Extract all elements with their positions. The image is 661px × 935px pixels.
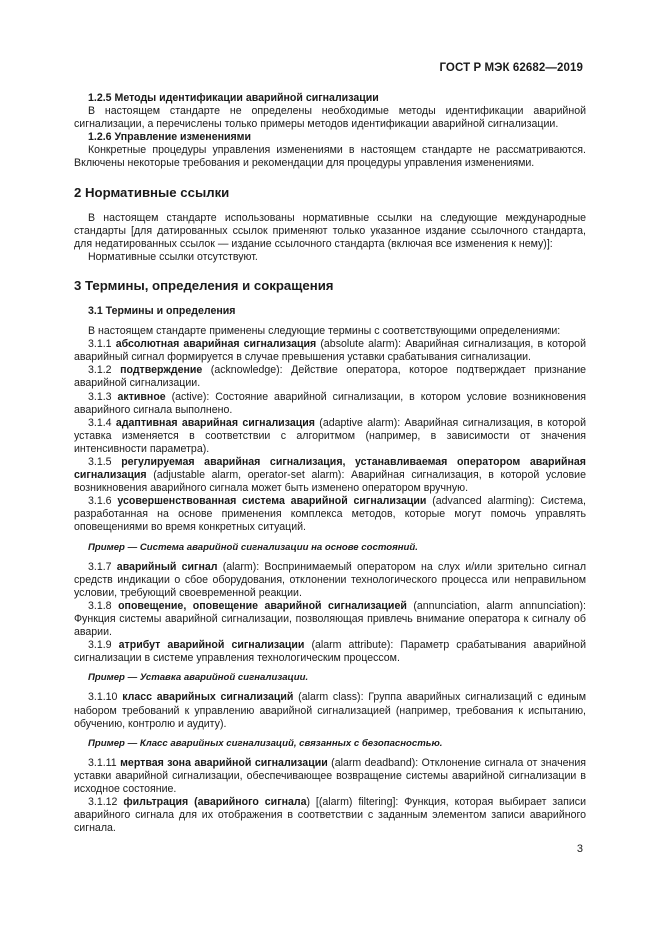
term-definition: (acknowledge): Действие оператора, которое подтверждает признание аварийной сигнализации. — [74, 364, 587, 390]
term-3-1-12 — [74, 796, 586, 835]
page-number: 3 — [576, 843, 583, 855]
term-name: активное — [117, 390, 166, 403]
section-2-no-refs: Нормативные ссылки отсутствуют. — [88, 250, 258, 263]
term-number: 3.1.2 — [88, 364, 121, 377]
term-definition: (adjustable alarm, operator-set alarm): Аварийная сигнализация, в которой условие возникновения аварийного сигнала может быть изменено оператором вручную. — [74, 469, 586, 495]
term-definition: (annunciation, alarm annunciation): Функция системы аварийной сигнализации, позволяющая привлечь внимание оператора к сигналу об аварии. — [74, 599, 586, 639]
section-3-1-heading: 3.1 Термины и определения — [88, 304, 236, 317]
term-name: адаптивная аварийная сигнализация — [115, 416, 315, 429]
section-1-2-6-text: Конкретные процедуры управления изменениями в настоящем стандарте не рассматриваются. Включены некоторые требования и рекомендации для процедуры управления изменениями. — [74, 144, 586, 170]
term-number: 3.1.6 — [88, 495, 118, 508]
term-name: абсолютная аварийная сигнализация — [115, 338, 317, 351]
term-name: атрибут аварийной сигнализации — [118, 639, 305, 652]
term-definition: ) [(alarm) filtering]: Функция, которая выбирает записи аварийного сигнала для их отображения в соответствии с заданным элементом записи аварийного сигнала. — [74, 796, 586, 835]
page-content — [74, 92, 586, 835]
term-definition: (alarm deadband): Отклонение сигнала от значения уставки аварийной сигнализации, обеспечивающее возвращение системы аварийной сигнализации в исходное состояние. — [74, 756, 586, 796]
term-number: 3.1.3 — [88, 390, 118, 403]
term-3-1-8 — [74, 600, 586, 639]
term-3-1-11 — [74, 757, 586, 796]
term-definition: (alarm): Воспринимаемый оператором на слух и/или зрительно сигнал средств индикации о сбое оборудования, отклонении технологического процесса или неправильном условии, требующий своевременной реакции. — [74, 560, 587, 599]
term-name: класс аварийных сигнализаций — [122, 691, 294, 704]
term-3-1-9 — [74, 639, 586, 665]
term-name: мертвая зона аварийной сигнализации — [120, 756, 328, 769]
term-3-1-1 — [74, 338, 586, 364]
term-3-1-4 — [74, 417, 586, 456]
section-2-paragraph: В настоящем стандарте использованы нормативные ссылки на следующие международные стандарты [для датированных ссылок применяют только указанное издание ссылочного стандарта, для недатированных ссылок — издание ссылочного стандарта (включая все изменения к нему)]: — [74, 211, 586, 250]
term-3-1-3 — [74, 391, 586, 417]
term-name: регулируемая аварийная сигнализация, устанавливаемая оператором аварийная сигнализация — [74, 455, 586, 482]
term-3-1-5 — [74, 456, 586, 495]
example-3: Пример — Класс аварийных сигнализаций, связанных с безопасностью. — [88, 737, 443, 749]
term-3-1-2 — [74, 364, 586, 390]
term-number: 3.1.9 — [88, 639, 119, 652]
term-number: 3.1.8 — [88, 599, 119, 612]
term-3-1-10 — [74, 691, 586, 730]
term-definition: (active): Состояние аварийной сигнализации, в котором условие возникновения аварийного сигнала выполнено. — [74, 390, 586, 416]
standard-header: ГОСТ Р МЭК 62682—2019 — [439, 62, 583, 74]
section-1-2-6-title: 1.2.6 Управление изменениями — [88, 131, 252, 144]
term-name: аварийный сигнал — [116, 560, 218, 573]
term-name: оповещение, оповещение аварийной сигнализацией — [118, 599, 407, 612]
term-definition: (adaptive alarm): Аварийная сигнализация, в которой уставка изменяется в соответствии с алгоритмом (например, в зависимости от значения интенсивности параметра). — [74, 416, 586, 455]
term-definition: (alarm attribute): Параметр срабатывания аварийной сигнализации в системе управления технологическим процессом. — [74, 639, 586, 665]
term-number: 3.1.1 — [88, 338, 116, 351]
term-name: фильтрация (аварийного сигнала — [123, 796, 307, 809]
term-3-1-7 — [74, 561, 586, 600]
term-number: 3.1.11 — [88, 756, 121, 769]
term-number: 3.1.10 — [88, 691, 123, 704]
term-number: 3.1.12 — [88, 796, 124, 809]
term-name: подтверждение — [120, 364, 203, 377]
example-1: Пример — Система аварийной сигнализации на основе состояний. — [88, 541, 418, 553]
example-2: Пример — Уставка аварийной сигнализации. — [88, 672, 309, 684]
section-3-heading: 3 Термины, определения и сокращения — [74, 277, 334, 293]
section-1-2-5-title: 1.2.5 Методы идентификации аварийной сигнализации — [88, 92, 379, 104]
term-definition: (absolute alarm): Аварийная сигнализация, в которой аварийный сигнал формируется в случае превышения уставки срабатывания сигнализации. — [74, 338, 586, 364]
section-2-heading: 2 Нормативные ссылки — [74, 184, 230, 200]
section-1-2-5-text: В настоящем стандарте не определены необходимые методы идентификации аварийной сигнализации, а перечислены только примеры методов идентификации аварийной сигнализации. — [74, 105, 586, 131]
term-number: 3.1.5 — [88, 455, 122, 468]
section-3-1-intro: В настоящем стандарте применены следующие термины с соответствующими определениями: — [88, 325, 561, 338]
term-number: 3.1.7 — [88, 560, 117, 573]
term-3-1-6 — [74, 495, 586, 534]
term-number: 3.1.4 — [88, 416, 116, 429]
term-definition: (advanced alarming): Система, разработанная на основе применения комплекса методов, которые могут помочь управлять оповещениями во время конкретных ситуаций. — [74, 495, 586, 534]
term-name: усовершенствованная система аварийной сигнализации — [117, 495, 427, 508]
term-definition: (alarm class): Группа аварийных сигнализаций с единым набором требований к управлению аварийной сигнализацией (например, требования к испытанию, обучению, контролю и аудиту). — [74, 691, 586, 730]
